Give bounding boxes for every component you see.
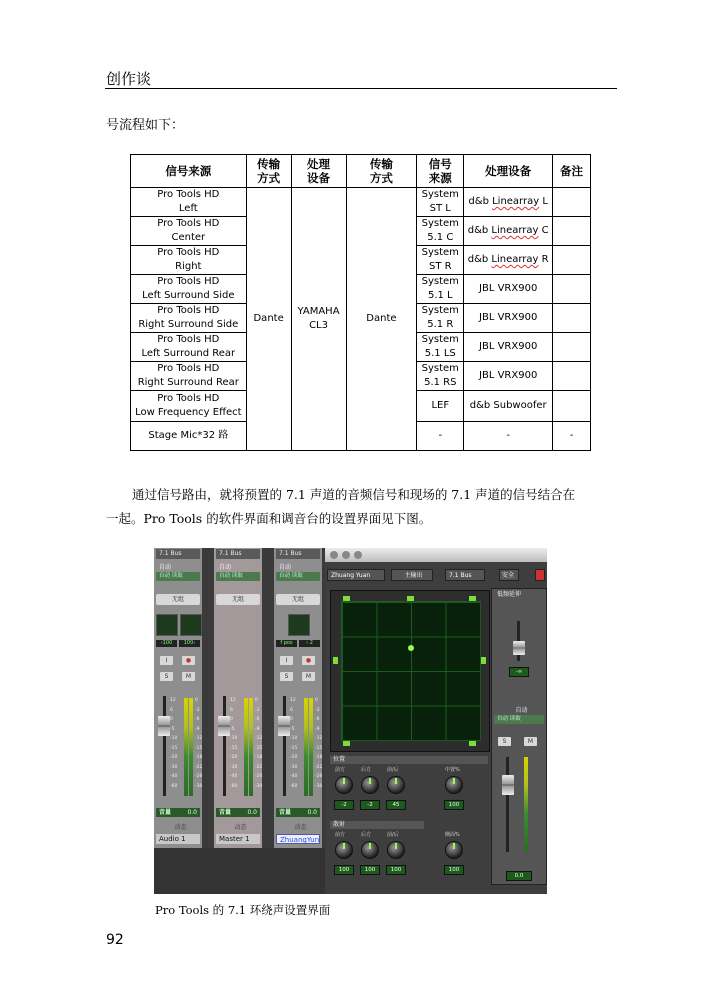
- group-selector[interactable]: 无组: [156, 594, 200, 605]
- record-arm-button[interactable]: ●: [182, 656, 195, 665]
- meter-tick: -5: [170, 726, 175, 732]
- speaker-left-rear-icon: [343, 741, 350, 746]
- main-meter: [524, 757, 528, 852]
- track-name[interactable]: Audio 1: [156, 834, 200, 844]
- column-header: 备注: [553, 155, 591, 188]
- lfe-auto-label: 自动: [515, 707, 528, 714]
- panner-titlebar: [325, 548, 547, 562]
- main-fader-handle[interactable]: [502, 775, 514, 795]
- meter-tick: -10: [170, 736, 178, 741]
- meter-tick: -30: [315, 783, 323, 789]
- table-row: [131, 188, 591, 217]
- divergence-section-title: 散射: [330, 821, 424, 829]
- mute-button[interactable]: M: [182, 672, 195, 681]
- page-number: 92: [106, 932, 124, 948]
- volume-fader-handle[interactable]: [158, 716, 170, 736]
- volume-readout: [276, 808, 320, 817]
- source-cell: Pro Tools HD Right Surround Rear: [131, 362, 247, 391]
- automation-label: 自动: [279, 564, 292, 571]
- meter-scale: [290, 696, 297, 791]
- meter-tick: 0: [170, 717, 173, 722]
- meter-scale-right: [315, 696, 322, 791]
- meter-tick: -3: [315, 707, 320, 713]
- level-meter: [309, 698, 313, 796]
- meter-tick: -20: [170, 755, 178, 760]
- meter-tick: -60: [170, 783, 178, 789]
- meter-tick: 12: [230, 698, 236, 703]
- header-rule: [105, 88, 617, 89]
- meter-scale-right: [195, 696, 202, 791]
- signal-source-cell: System ST L: [417, 188, 464, 217]
- meter-tick: -6: [315, 717, 320, 722]
- meter-tick: 12: [170, 698, 176, 703]
- record-icon[interactable]: [535, 569, 545, 581]
- meter-tick: -18: [255, 755, 263, 760]
- knob-label: 后方: [361, 767, 372, 773]
- automation-mode[interactable]: 自动 读取: [216, 572, 260, 581]
- level-meter: [249, 698, 253, 796]
- device-cell: d&b Linearray R: [464, 246, 553, 275]
- meter-tick: -10: [290, 736, 298, 741]
- knob-value: 100: [334, 865, 354, 875]
- pro-tools-screenshot: [154, 548, 547, 894]
- volume-label: 音量: [219, 809, 232, 816]
- fader-track: [223, 696, 226, 796]
- source-cell: Pro Tools HD Right: [131, 246, 247, 275]
- output-selector[interactable]: 7.1 Bus: [276, 549, 320, 559]
- knob-label: 前方: [335, 832, 346, 838]
- meter-tick: -15: [170, 745, 178, 751]
- speaker-left-icon: [343, 596, 350, 601]
- meter-scale: [230, 696, 237, 791]
- automation-mode[interactable]: 自动 读取: [156, 572, 200, 581]
- column-header: 传输 方式: [346, 155, 417, 188]
- table-header-row: [131, 155, 591, 188]
- knob-value: -2: [334, 800, 354, 810]
- signal-source-cell: -: [417, 422, 464, 451]
- rotary-knob[interactable]: [387, 841, 405, 859]
- device-cell: -: [464, 422, 553, 451]
- meter-tick: 0: [195, 698, 198, 703]
- knob-label: 侧面%: [445, 832, 460, 838]
- level-meter: [189, 698, 193, 796]
- volume-value: 0.0: [307, 809, 317, 816]
- rotary-knob[interactable]: [387, 776, 405, 794]
- pan-value-right: 100›: [179, 640, 200, 647]
- column-header: 信号 来源: [417, 155, 464, 188]
- pan-value-right: ‹ 2: [299, 640, 320, 647]
- dynamics-label[interactable]: 动态: [294, 824, 307, 831]
- meter-tick: -15: [230, 745, 238, 751]
- volume-label: 音量: [279, 809, 292, 816]
- device-cell: JBL VRX900: [464, 333, 553, 362]
- meter-tick: 0: [255, 698, 258, 703]
- meter-tick: -9: [195, 726, 200, 732]
- meter-tick: -60: [290, 783, 298, 789]
- input-button[interactable]: I: [280, 656, 293, 665]
- meter-scale-right: [255, 696, 262, 791]
- column-header: 处理设备: [464, 155, 553, 188]
- signal-source-cell: System 5.1 RS: [417, 362, 464, 391]
- transfer-cell-2: Dante: [346, 188, 417, 451]
- note-cell: [553, 304, 591, 333]
- volume-value: 0.0: [187, 809, 197, 816]
- track-name[interactable]: Master 1: [216, 834, 260, 844]
- meter-tick: 0: [230, 717, 233, 722]
- meter-tick: -10: [230, 736, 238, 741]
- knob-value: 100: [386, 865, 406, 875]
- meter-tick: -15: [315, 745, 323, 751]
- dynamics-label[interactable]: 动态: [234, 824, 247, 831]
- table-body: [131, 188, 591, 451]
- column-header: 传输 方式: [246, 155, 291, 188]
- meter-tick: -18: [315, 755, 323, 760]
- knob-value: 100: [444, 865, 464, 875]
- device-cell: d&b Linearray C: [464, 217, 553, 246]
- pan-value-left: ‹100: [156, 640, 177, 647]
- lfe-auto-mode[interactable]: 自动 读取: [494, 715, 544, 724]
- signal-source-cell: System ST R: [417, 246, 464, 275]
- knob-label: 中置%: [445, 767, 460, 773]
- device-cell: d&b Subwoofer: [464, 391, 553, 422]
- source-cell: Pro Tools HD Right Surround Side: [131, 304, 247, 333]
- pan-left-display[interactable]: [156, 614, 178, 636]
- knob-value: 45: [386, 800, 406, 810]
- meter-tick: -40: [290, 774, 298, 779]
- pan-right-display[interactable]: [180, 614, 202, 636]
- source-cell: Pro Tools HD Low Frequency Effect: [131, 391, 247, 422]
- level-meter: [184, 698, 188, 796]
- running-header-title: 创作谈: [106, 70, 152, 88]
- meter-tick: -26: [315, 774, 323, 779]
- meter-tick: -20: [290, 755, 298, 760]
- track-name[interactable]: ZhuangYun: [276, 834, 320, 844]
- main-fader-track: [506, 757, 509, 852]
- meter-tick: -26: [195, 774, 203, 779]
- safe-button[interactable]: 安全: [499, 569, 519, 581]
- mute-button[interactable]: M: [302, 672, 315, 681]
- meter-tick: -9: [255, 726, 260, 732]
- rotary-knob[interactable]: [445, 776, 463, 794]
- meter-tick: -22: [315, 764, 323, 770]
- volume-label: 音量: [159, 809, 172, 816]
- meter-tick: 6: [290, 707, 293, 713]
- fader-track: [283, 696, 286, 796]
- rotary-knob[interactable]: [445, 841, 463, 859]
- source-cell: Pro Tools HD Center: [131, 217, 247, 246]
- speaker-right-side-icon: [481, 657, 486, 664]
- output-selector[interactable]: 7.1 Bus: [156, 549, 200, 559]
- meter-tick: -22: [255, 764, 263, 770]
- note-cell: [553, 362, 591, 391]
- window-minimize-dot[interactable]: [342, 551, 350, 559]
- record-arm-button[interactable]: ●: [302, 656, 315, 665]
- solo-button[interactable]: S: [280, 672, 293, 681]
- meter-tick: -12: [195, 736, 203, 741]
- note-cell: [553, 217, 591, 246]
- meter-tick: -5: [230, 726, 235, 732]
- rotary-knob[interactable]: [335, 841, 353, 859]
- meter-tick: -40: [170, 774, 178, 779]
- meter-tick: 6: [170, 707, 173, 713]
- surround-panner-grid-area: [330, 590, 490, 752]
- meter-tick: -30: [170, 764, 178, 770]
- lfe-panel: [491, 588, 547, 885]
- pan-display[interactable]: [288, 614, 310, 636]
- position-section-title: 位置: [330, 756, 488, 764]
- meter-tick: -15: [195, 745, 203, 751]
- meter-tick: -3: [255, 707, 260, 713]
- lfe-title: 低频延伸: [494, 591, 544, 599]
- body-paragraph-line-2: 一起。Pro Tools 的软件界面和调音台的设置界面见下图。: [106, 511, 432, 526]
- window-zoom-dot[interactable]: [354, 551, 362, 559]
- level-meter: [304, 698, 308, 796]
- meter-tick: -30: [230, 764, 238, 770]
- mixer-strip: [154, 548, 202, 894]
- knob-value: -2: [360, 800, 380, 810]
- source-cell: Pro Tools HD Left: [131, 188, 247, 217]
- speaker-center-icon: [407, 596, 414, 601]
- group-selector[interactable]: 无组: [216, 594, 260, 605]
- rotary-knob[interactable]: [361, 841, 379, 859]
- surround-panner-grid[interactable]: [341, 601, 481, 741]
- meter-tick: -30: [255, 783, 263, 789]
- dynamics-label[interactable]: 动态: [174, 824, 187, 831]
- volume-readout: [216, 808, 260, 817]
- device-cell: d&b Linearray L: [464, 188, 553, 217]
- pan-value-left: f pos: [276, 640, 297, 647]
- level-meter: [244, 698, 248, 796]
- source-cell: Stage Mic*32 路: [131, 422, 247, 451]
- window-close-dot[interactable]: [330, 551, 338, 559]
- signal-source-cell: System 5.1 LS: [417, 333, 464, 362]
- rotary-knob[interactable]: [361, 776, 379, 794]
- note-cell: [553, 246, 591, 275]
- meter-tick: -30: [290, 764, 298, 770]
- meter-tick: -6: [195, 717, 200, 722]
- group-selector[interactable]: 无组: [276, 594, 320, 605]
- pan-position-point[interactable]: [408, 645, 414, 651]
- device-cell: JBL VRX900: [464, 362, 553, 391]
- meter-tick: -40: [230, 774, 238, 779]
- lfe-mute-button[interactable]: M: [524, 737, 537, 746]
- note-cell: [553, 391, 591, 422]
- meter-tick: -15: [255, 745, 263, 751]
- meter-tick: -26: [255, 774, 263, 779]
- output-selector[interactable]: 主输出: [391, 569, 433, 581]
- speaker-right-rear-icon: [469, 741, 476, 746]
- signal-source-cell: LEF: [417, 391, 464, 422]
- automation-label: 自动: [159, 564, 172, 571]
- meter-scale: [170, 696, 177, 791]
- device-cell: JBL VRX900: [464, 275, 553, 304]
- body-paragraph-line-1: 通过信号路由，就将预置的 7.1 声道的音频信号和现场的 7.1 声道的信号结合在: [132, 487, 576, 502]
- note-cell: [553, 333, 591, 362]
- automation-mode[interactable]: 自动 读取: [276, 572, 320, 581]
- device-cell: JBL VRX900: [464, 304, 553, 333]
- meter-tick: -12: [255, 736, 263, 741]
- speaker-right-icon: [469, 596, 476, 601]
- meter-tick: -6: [255, 717, 260, 722]
- knob-value: 100: [444, 800, 464, 810]
- meter-tick: 12: [290, 698, 296, 703]
- meter-tick: -9: [315, 726, 320, 732]
- lfe-value: -∞: [509, 667, 529, 677]
- output-selector[interactable]: 7.1 Bus: [216, 549, 260, 559]
- column-header: 信号来源: [131, 155, 247, 188]
- volume-value: 0.0: [247, 809, 257, 816]
- automation-label: 自动: [219, 564, 232, 571]
- signal-flow-table: [130, 154, 591, 451]
- source-cell: Pro Tools HD Left Surround Side: [131, 275, 247, 304]
- knob-value: 100: [360, 865, 380, 875]
- track-selector[interactable]: Zhuang Yuan: [327, 569, 385, 581]
- bus-selector[interactable]: 7.1 Bus: [445, 569, 485, 581]
- signal-source-cell: System 5.1 R: [417, 304, 464, 333]
- transfer-cell-1: Dante: [246, 188, 291, 451]
- intro-text: 号流程如下：: [106, 118, 185, 133]
- meter-tick: -60: [230, 783, 238, 789]
- volume-fader-handle[interactable]: [278, 716, 290, 736]
- knob-label: 后方: [361, 832, 372, 838]
- meter-tick: -22: [195, 764, 203, 770]
- meter-tick: 0: [315, 698, 318, 703]
- meter-tick: 6: [230, 707, 233, 713]
- figure-caption: Pro Tools 的 7.1 环绕声设置界面: [155, 903, 331, 917]
- processor-cell: YAMAHA CL3: [291, 188, 346, 451]
- input-button[interactable]: I: [160, 656, 173, 665]
- mixer-strip: [274, 548, 322, 894]
- volume-fader-handle[interactable]: [218, 716, 230, 736]
- rotary-knob[interactable]: [335, 776, 353, 794]
- knob-label: 前/后: [387, 832, 399, 838]
- note-cell: [553, 275, 591, 304]
- meter-tick: -3: [195, 707, 200, 713]
- note-cell: [553, 188, 591, 217]
- lfe-fader-handle[interactable]: [513, 641, 525, 655]
- mixer-strip: [214, 548, 262, 894]
- mixer-empty-area: [154, 848, 325, 894]
- source-cell: Pro Tools HD Left Surround Rear: [131, 333, 247, 362]
- panner-window: [325, 548, 547, 894]
- note-cell: -: [553, 422, 591, 451]
- volume-readout: [156, 808, 200, 817]
- meter-tick: -20: [230, 755, 238, 760]
- meter-tick: -5: [290, 726, 295, 732]
- meter-tick: -18: [195, 755, 203, 760]
- meter-tick: -30: [195, 783, 203, 789]
- meter-tick: 0: [290, 717, 293, 722]
- knob-label: 前方: [335, 767, 346, 773]
- meter-tick: -12: [315, 736, 323, 741]
- signal-source-cell: System 5.1 C: [417, 217, 464, 246]
- speaker-left-side-icon: [333, 657, 338, 664]
- column-header: 处理 设备: [291, 155, 346, 188]
- lfe-solo-button[interactable]: S: [498, 737, 511, 746]
- signal-source-cell: System 5.1 L: [417, 275, 464, 304]
- meter-tick: -15: [290, 745, 298, 751]
- knob-label: 前/后: [387, 767, 399, 773]
- fader-track: [163, 696, 166, 796]
- main-fader-value: 0.0: [506, 871, 532, 881]
- solo-button[interactable]: S: [160, 672, 173, 681]
